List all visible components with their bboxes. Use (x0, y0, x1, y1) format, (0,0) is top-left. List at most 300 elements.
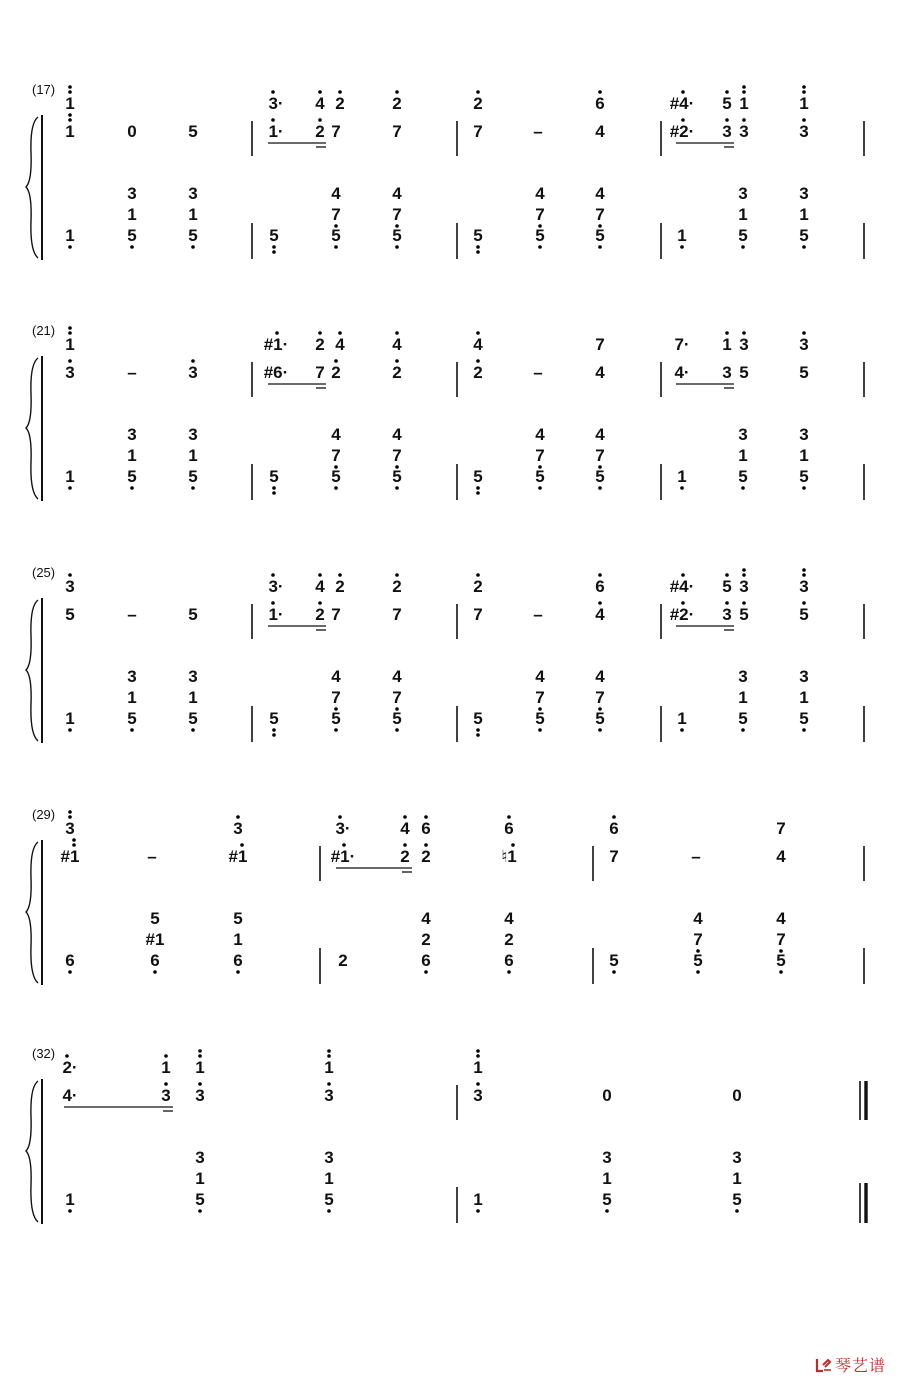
octave-dot (598, 486, 602, 490)
note-lh-top: 3 (188, 425, 198, 444)
octave-dot (681, 601, 685, 605)
note-rh-upper: 5 (722, 94, 732, 113)
octave-dot (271, 118, 275, 122)
note-lh-top: 3 (799, 425, 809, 444)
note-rh-upper: 3· (268, 577, 284, 596)
octave-dot (680, 245, 684, 249)
octave-dot (395, 573, 399, 577)
note-rh-upper: 6 (609, 819, 619, 838)
note-lh-bottom: 5 (331, 226, 341, 245)
note-lh-bottom: 5 (392, 467, 402, 486)
note-lh-bottom: 5 (609, 951, 619, 970)
octave-dot (725, 90, 729, 94)
octave-dot (802, 486, 806, 490)
note-lh-top: 4 (331, 667, 341, 686)
octave-dot (403, 815, 407, 819)
note-lh-bottom: 5 (269, 467, 279, 486)
note-rh-upper: #4· (669, 94, 695, 113)
note-lh-bottom: 6 (421, 951, 431, 970)
note-rh-upper: 6 (595, 94, 605, 113)
note-rh-upper: 1 (195, 1058, 205, 1077)
octave-dot (68, 359, 72, 363)
note-lh-top: 3 (732, 1148, 742, 1167)
octave-dot (327, 1054, 331, 1058)
note-lh-mid: 7 (595, 446, 605, 465)
note-rh-main: 3 (722, 605, 732, 624)
octave-dot (476, 1054, 480, 1058)
note-lh-bottom: 1 (65, 709, 75, 728)
note-rh-main: #1· (330, 847, 356, 866)
measure-number: (25) (32, 565, 56, 580)
note-lh-top: 3 (188, 667, 198, 686)
note-lh-mid: 1 (233, 930, 243, 949)
note-lh-top: 4 (595, 425, 605, 444)
note-rh-main: 1· (268, 605, 284, 624)
octave-dot (68, 245, 72, 249)
octave-dot (538, 486, 542, 490)
octave-dot (424, 843, 428, 847)
octave-dot (681, 118, 685, 122)
note-lh-top: 4 (693, 909, 703, 928)
note-lh-top: 4 (504, 909, 514, 928)
octave-dot (538, 728, 542, 732)
note-lh-bottom: 5 (776, 951, 786, 970)
note-lh-bottom: 5 (473, 467, 483, 486)
octave-dot (68, 815, 72, 819)
octave-dot (742, 85, 746, 89)
octave-dot (327, 1209, 331, 1213)
octave-dot (681, 90, 685, 94)
note-rh-upper: 1 (799, 94, 809, 113)
note-rh-main: 3 (739, 122, 749, 141)
octave-dot (741, 245, 745, 249)
octave-dot (725, 118, 729, 122)
note-lh-mid: 7 (392, 688, 402, 707)
note-lh-mid: 1 (799, 446, 809, 465)
note-lh-top: 4 (776, 909, 786, 928)
octave-dot (68, 118, 72, 122)
note-lh-bottom: 6 (150, 951, 160, 970)
octave-dot (68, 810, 72, 814)
note-lh-bottom: 1 (65, 467, 75, 486)
note-rh-upper: 4 (473, 335, 483, 354)
octave-dot (272, 733, 276, 737)
octave-dot (198, 1209, 202, 1213)
octave-dot (68, 728, 72, 732)
octave-dot (275, 331, 279, 335)
octave-dot (334, 486, 338, 490)
note-rh-main: 3 (799, 122, 809, 141)
note-lh-top: 3 (602, 1148, 612, 1167)
note-lh-mid: 7 (535, 205, 545, 224)
note-lh-top: 4 (595, 667, 605, 686)
note-lh-bottom: 5 (324, 1190, 334, 1209)
note-lh-bottom: 5 (738, 467, 748, 486)
note-lh-bottom: 5 (127, 226, 137, 245)
note-rh-main: 7 (331, 122, 341, 141)
note-rh-main: 0 (732, 1086, 742, 1105)
octave-dot (424, 970, 428, 974)
octave-dot (72, 838, 76, 842)
note-lh-top: 3 (799, 667, 809, 686)
note-rh-upper: 5 (722, 577, 732, 596)
note-lh-bottom: 5 (127, 467, 137, 486)
octave-dot (779, 970, 783, 974)
octave-dot (395, 90, 399, 94)
note-rh-main: 3 (161, 1086, 171, 1105)
note-lh-bottom: 5 (392, 226, 402, 245)
note-lh-bottom: 5 (188, 226, 198, 245)
note-rh-upper: 3 (65, 577, 75, 596)
note-lh-mid: 1 (602, 1169, 612, 1188)
note-lh-bottom: 5 (535, 226, 545, 245)
note-rh-main: 3 (722, 122, 732, 141)
octave-dot (191, 486, 195, 490)
note-lh-bottom: 1 (473, 1190, 483, 1209)
note-rh-main: 7 (473, 605, 483, 624)
octave-dot (318, 118, 322, 122)
note-lh-bottom: 1 (677, 226, 687, 245)
octave-dot (476, 1049, 480, 1053)
system (26, 82, 864, 260)
note-rh-upper: 7 (595, 335, 605, 354)
note-lh-mid: 7 (331, 446, 341, 465)
note-rh-upper: 2 (315, 335, 325, 354)
note-rh-upper: 1 (161, 1058, 171, 1077)
octave-dot (198, 1049, 202, 1053)
octave-dot (395, 359, 399, 363)
octave-dot (725, 331, 729, 335)
note-lh-mid: #1 (145, 930, 165, 949)
brace (26, 1081, 38, 1222)
octave-dot (130, 486, 134, 490)
octave-dot (334, 245, 338, 249)
note-lh-top: 5 (233, 909, 243, 928)
octave-dot (271, 90, 275, 94)
octave-dot (198, 1082, 202, 1086)
octave-dot (507, 970, 511, 974)
note-lh-mid: 7 (331, 688, 341, 707)
octave-dot (605, 1209, 609, 1213)
octave-dot (334, 359, 338, 363)
octave-dot (598, 245, 602, 249)
note-lh-bottom: 5 (269, 709, 279, 728)
octave-dot (191, 245, 195, 249)
note-lh-mid: 1 (799, 205, 809, 224)
note-lh-mid: 1 (195, 1169, 205, 1188)
octave-dot (68, 1209, 72, 1213)
octave-dot (272, 250, 276, 254)
octave-dot (476, 573, 480, 577)
note-rh-main: 7 (473, 122, 483, 141)
octave-dot (680, 728, 684, 732)
note-lh-bottom: 5 (602, 1190, 612, 1209)
note-rh-main: 1· (268, 122, 284, 141)
note-rh-main: #1 (228, 847, 248, 866)
octave-dot (511, 843, 515, 847)
note-lh-top: 3 (127, 425, 137, 444)
note-rh-upper: 1 (65, 335, 75, 354)
note-lh-bottom: 5 (269, 226, 279, 245)
note-lh-bottom: 5 (535, 709, 545, 728)
octave-dot (802, 90, 806, 94)
note-rh-main: 3 (195, 1086, 205, 1105)
note-rh-upper: 3 (65, 819, 75, 838)
note-lh-bottom: 5 (799, 467, 809, 486)
measure-number: (21) (32, 323, 56, 338)
note-rh-main: 5 (739, 363, 749, 382)
note-rh-main: 4· (62, 1086, 78, 1105)
octave-dot (338, 815, 342, 819)
note-rh-upper: 4 (392, 335, 402, 354)
octave-dot (68, 970, 72, 974)
note-lh-top: 3 (127, 184, 137, 203)
note-rh-main: 5 (739, 605, 749, 624)
octave-dot (476, 250, 480, 254)
octave-dot (681, 573, 685, 577)
note-lh-mid: 1 (188, 688, 198, 707)
note-lh-mid: 2 (504, 930, 514, 949)
note-lh-bottom: 5 (473, 226, 483, 245)
note-lh-bottom: 5 (595, 467, 605, 486)
octave-dot (68, 573, 72, 577)
octave-dot (164, 1082, 168, 1086)
octave-dot (198, 1054, 202, 1058)
octave-dot (735, 1209, 739, 1213)
note-rh-upper: 2 (392, 577, 402, 596)
note-rh-upper: 4 (335, 335, 345, 354)
note-lh-mid: 7 (776, 930, 786, 949)
note-rh-upper: 7· (674, 335, 690, 354)
octave-dot (802, 728, 806, 732)
system (26, 1046, 866, 1224)
brace (26, 117, 38, 258)
note-lh-bottom: 1 (677, 467, 687, 486)
octave-dot (741, 728, 745, 732)
note-lh-mid: 2 (421, 930, 431, 949)
note-rh-upper: 1 (722, 335, 732, 354)
note-rh-main: – (533, 122, 543, 141)
note-lh-bottom: 5 (331, 467, 341, 486)
octave-dot (725, 573, 729, 577)
octave-dot (68, 486, 72, 490)
note-rh-main: 3 (324, 1086, 334, 1105)
note-rh-main: 5 (799, 605, 809, 624)
note-rh-upper: 3· (335, 819, 351, 838)
note-lh-bottom: 1 (65, 1190, 75, 1209)
octave-dot (476, 245, 480, 249)
note-rh-upper: 3 (799, 577, 809, 596)
note-lh-bottom: 6 (504, 951, 514, 970)
octave-dot (318, 331, 322, 335)
octave-dot (802, 245, 806, 249)
note-rh-main: 5 (799, 363, 809, 382)
note-rh-main: #2· (669, 122, 695, 141)
octave-dot (327, 1049, 331, 1053)
octave-dot (395, 486, 399, 490)
note-lh-bottom: 5 (595, 709, 605, 728)
note-lh-bottom: 5 (188, 709, 198, 728)
note-lh-mid: 7 (392, 205, 402, 224)
note-rh-main: 4 (595, 363, 605, 382)
note-lh-top: 3 (195, 1148, 205, 1167)
note-lh-top: 4 (421, 909, 431, 928)
octave-dot (612, 970, 616, 974)
note-rh-upper: 4 (315, 94, 325, 113)
octave-dot (327, 1082, 331, 1086)
octave-dot (68, 113, 72, 117)
note-rh-main: – (533, 363, 543, 382)
octave-dot (742, 118, 746, 122)
note-rh-main: #1 (60, 847, 80, 866)
note-rh-main: 3 (65, 363, 75, 382)
note-lh-mid: 7 (535, 446, 545, 465)
octave-dot (424, 815, 428, 819)
note-lh-mid: 1 (188, 446, 198, 465)
octave-dot (395, 331, 399, 335)
note-lh-mid: 1 (738, 688, 748, 707)
note-lh-top: 4 (392, 425, 402, 444)
note-lh-mid: 7 (392, 446, 402, 465)
note-rh-upper: 1 (324, 1058, 334, 1077)
note-rh-upper: 2 (392, 94, 402, 113)
note-lh-bottom: 5 (195, 1190, 205, 1209)
note-rh-main: – (691, 847, 701, 866)
note-rh-upper: 2· (62, 1058, 78, 1077)
octave-dot (164, 1054, 168, 1058)
octave-dot (272, 728, 276, 732)
note-rh-upper: 3 (799, 335, 809, 354)
octave-dot (612, 815, 616, 819)
note-rh-main: 2 (315, 122, 325, 141)
note-rh-upper: 2 (335, 94, 345, 113)
octave-dot (680, 486, 684, 490)
note-rh-upper: 1 (473, 1058, 483, 1077)
note-rh-main: 4 (776, 847, 786, 866)
octave-dot (802, 573, 806, 577)
note-lh-mid: 7 (331, 205, 341, 224)
octave-dot (395, 728, 399, 732)
octave-dot (68, 326, 72, 330)
note-rh-main: 2 (392, 363, 402, 382)
note-lh-bottom: 5 (799, 709, 809, 728)
note-lh-mid: 1 (127, 446, 137, 465)
note-rh-main: – (127, 605, 137, 624)
note-lh-bottom: 5 (738, 709, 748, 728)
note-rh-main: – (127, 363, 137, 382)
note-rh-main: 5 (188, 605, 198, 624)
octave-dot (696, 970, 700, 974)
note-lh-mid: 7 (693, 930, 703, 949)
octave-dot (334, 728, 338, 732)
note-rh-main: 7 (331, 605, 341, 624)
octave-dot (538, 245, 542, 249)
octave-dot (68, 331, 72, 335)
note-lh-mid: 1 (127, 688, 137, 707)
note-lh-mid: 1 (738, 205, 748, 224)
octave-dot (338, 573, 342, 577)
note-rh-main: ♮1 (501, 847, 517, 866)
note-rh-main: 2 (331, 363, 341, 382)
octave-dot (236, 970, 240, 974)
note-lh-mid: 1 (127, 205, 137, 224)
octave-dot (598, 601, 602, 605)
logo-icon (815, 1356, 833, 1374)
note-lh-bottom: 5 (732, 1190, 742, 1209)
octave-dot (476, 359, 480, 363)
note-rh-upper: 2 (473, 94, 483, 113)
octave-dot (802, 331, 806, 335)
octave-dot (802, 85, 806, 89)
system (26, 565, 864, 743)
note-lh-top: 3 (799, 184, 809, 203)
note-rh-main: 3 (722, 363, 732, 382)
note-rh-main: 7 (315, 363, 325, 382)
octave-dot (318, 90, 322, 94)
octave-dot (65, 1054, 69, 1058)
note-lh-bottom: 5 (331, 709, 341, 728)
octave-dot (236, 815, 240, 819)
note-lh-top: 3 (324, 1148, 334, 1167)
note-rh-upper: #1· (263, 335, 289, 354)
note-lh-bottom: 1 (677, 709, 687, 728)
octave-dot (318, 601, 322, 605)
octave-dot (742, 331, 746, 335)
note-rh-upper: 6 (595, 577, 605, 596)
brace (26, 358, 38, 499)
system (26, 323, 864, 501)
note-rh-main: 2 (421, 847, 431, 866)
note-lh-mid: 7 (595, 205, 605, 224)
note-lh-top: 4 (331, 425, 341, 444)
note-rh-upper: 2 (473, 577, 483, 596)
note-lh-top: 4 (535, 184, 545, 203)
octave-dot (272, 486, 276, 490)
note-rh-main: 4· (674, 363, 690, 382)
note-lh-top: 4 (535, 425, 545, 444)
note-lh-mid: 1 (799, 688, 809, 707)
note-lh-bottom: 5 (799, 226, 809, 245)
octave-dot (272, 245, 276, 249)
octave-dot (742, 90, 746, 94)
note-rh-upper: 1 (739, 94, 749, 113)
octave-dot (507, 815, 511, 819)
octave-dot (802, 118, 806, 122)
note-lh-top: 4 (392, 184, 402, 203)
brand-logo (815, 1353, 886, 1376)
note-rh-upper: 3 (739, 577, 749, 596)
octave-dot (476, 331, 480, 335)
note-rh-upper: 6 (421, 819, 431, 838)
octave-dot (395, 245, 399, 249)
note-rh-main: 2 (473, 363, 483, 382)
note-lh-mid: 7 (535, 688, 545, 707)
octave-dot (476, 1082, 480, 1086)
note-rh-upper: 6 (504, 819, 514, 838)
octave-dot (476, 733, 480, 737)
measure-number: (29) (32, 807, 56, 822)
octave-dot (742, 601, 746, 605)
note-lh-top: 4 (331, 184, 341, 203)
note-rh-main: 5 (188, 122, 198, 141)
octave-dot (72, 843, 76, 847)
octave-dot (272, 491, 276, 495)
measure-number: (32) (32, 1046, 56, 1061)
octave-dot (153, 970, 157, 974)
note-lh-bottom: 2 (338, 951, 348, 970)
octave-dot (191, 728, 195, 732)
note-lh-bottom: 5 (595, 226, 605, 245)
